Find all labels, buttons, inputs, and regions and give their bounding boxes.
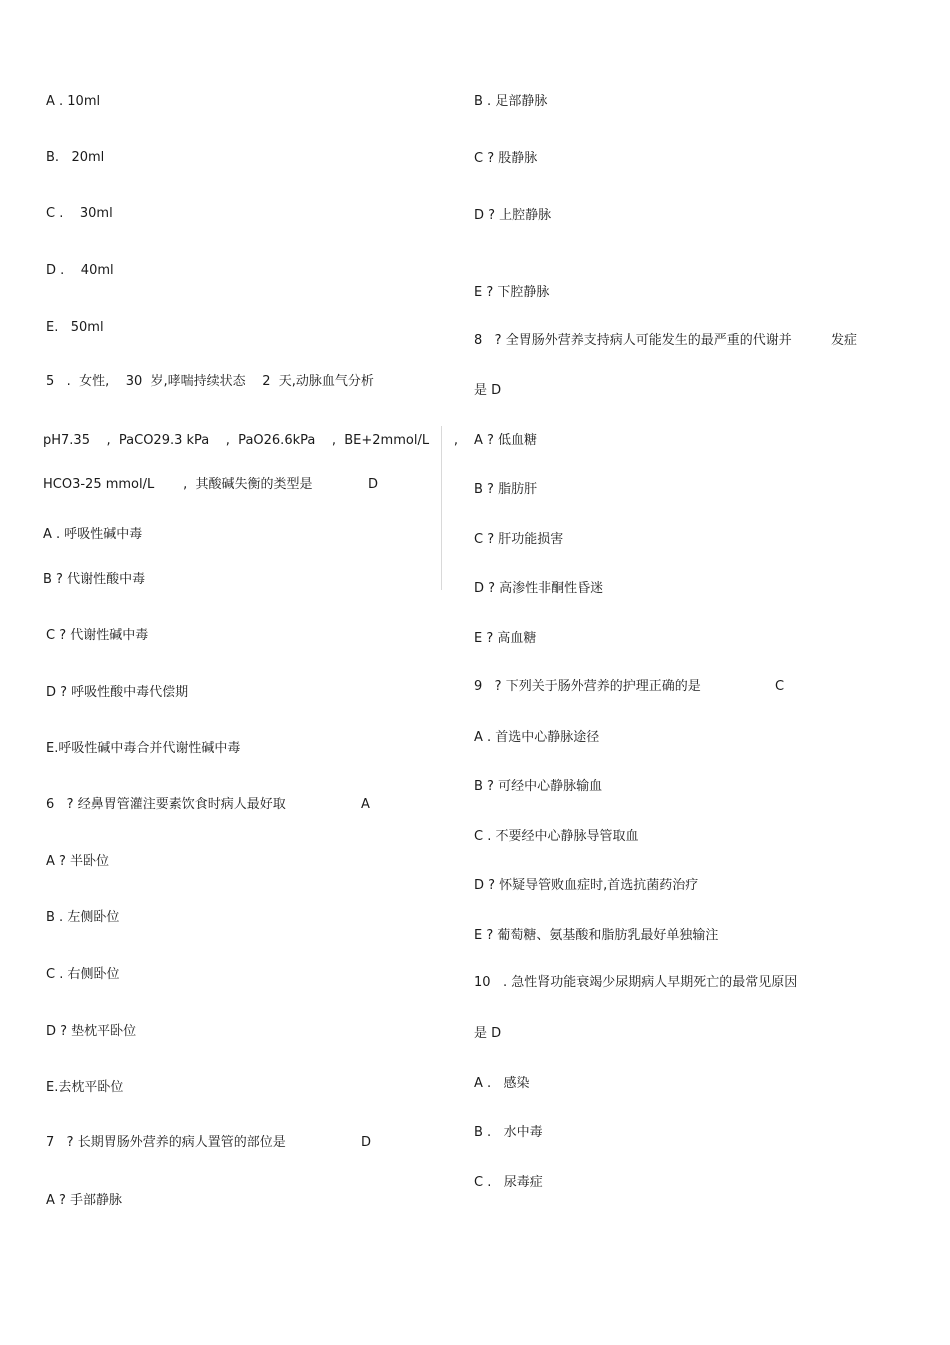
q10-option-a: A . 感染 [474,1076,530,1091]
q9-option-d: D ? 怀疑导管败血症时,首选抗菌药治疗 [474,878,699,893]
option-a-10ml: A . 10ml [46,94,101,109]
question-9: 9 ? 下列关于肠外营养的护理正确的是 [474,679,701,694]
question-9-answer: C [775,679,785,694]
question-8: 8 ? 全胃肠外营养支持病人可能发生的最严重的代谢并 [474,333,792,348]
question-7: 7 ? 长期胃肠外营养的病人置管的部位是 [46,1135,286,1150]
q6-option-d: D ? 垫枕平卧位 [46,1024,137,1039]
question-10: 10 . 急性肾功能衰竭少尿期病人早期死亡的最常见原因 [474,975,798,990]
q9-option-c: C . 不要经中心静脉导管取血 [474,829,639,844]
q6-option-a: A ? 半卧位 [46,854,110,869]
q10-option-c: C . 尿毒症 [474,1175,543,1190]
question-5-answer: D [368,477,379,492]
q9-option-e: E ? 葡萄糖、氨基酸和脂肪乳最好单独输注 [474,928,719,943]
q8-option-c: C ? 肝功能损害 [474,532,564,547]
question-8-answer: 是 D [474,383,502,398]
q5-option-c: C ? 代谢性碱中毒 [46,628,149,643]
q8-option-b: B ? 脂肪肝 [474,482,538,497]
q7-option-a: A ? 手部静脉 [46,1193,123,1208]
option-b-20ml: B. 20ml [46,150,105,165]
q8-option-e: E ? 高血糖 [474,631,537,646]
q6-option-b: B . 左侧卧位 [46,910,120,925]
question-7-answer: D [361,1135,372,1150]
question-10-answer: 是 D [474,1026,502,1041]
question-5-hco3: HCO3-25 mmol/L , 其酸碱失衡的类型是 [43,477,313,492]
q7-option-c: C ? 股静脉 [474,151,538,166]
q9-option-b: B ? 可经中心静脉输血 [474,779,603,794]
q10-option-b: B . 水中毒 [474,1125,543,1140]
q6-option-c: C . 右侧卧位 [46,967,120,982]
q6-option-e: E.去枕平卧位 [46,1080,124,1095]
option-e-50ml: E. 50ml [46,320,104,335]
option-d-40ml: D . 40ml [46,263,114,278]
q8-option-a: A ? 低血糖 [474,433,538,448]
question-6-answer: A [361,797,370,812]
q5-option-b: B ? 代谢性酸中毒 [43,572,146,587]
q7-option-e: E ? 下腔静脉 [474,285,550,300]
q7-option-d: D ? 上腔静脉 [474,208,552,223]
q5-option-a: A . 呼吸性碱中毒 [43,527,143,542]
table-border [441,426,442,590]
q5-option-e: E.呼吸性碱中毒合并代谢性碱中毒 [46,741,241,756]
question-6: 6 ? 经鼻胃管灌注要素饮食时病人最好取 [46,797,286,812]
q9-option-a: A . 首选中心静脉途径 [474,730,600,745]
option-c-30ml: C . 30ml [46,206,113,221]
q7-option-b: B . 足部静脉 [474,94,548,109]
question-5-bloodgas: pH7.35 , PaCO29.3 kPa , PaO26.6kPa , BE+2mmol/L , [43,433,458,448]
q8-option-d: D ? 高渗性非酮性昏迷 [474,581,604,596]
question-8-tail: 发症 [831,333,858,348]
q5-option-d: D ? 呼吸性酸中毒代偿期 [46,685,189,700]
question-5: 5 . 女性, 30 岁,哮喘持续状态 2 天,动脉血气分析 [46,374,374,389]
